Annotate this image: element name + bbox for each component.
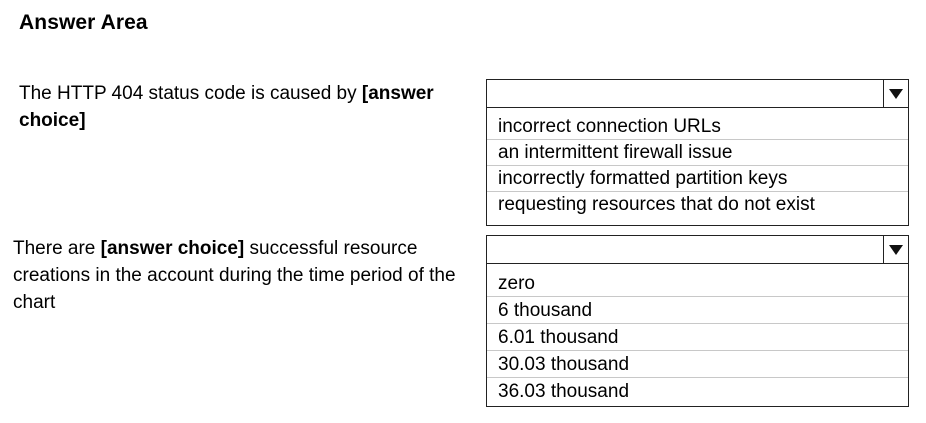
dropdown-1-toggle[interactable] (883, 80, 908, 107)
question-2-prefix: There are (13, 238, 101, 259)
question-1-placeholder: [answer choice] (19, 83, 434, 131)
question-1-text (19, 80, 469, 134)
question-1-prefix: The HTTP 404 status code is caused by (19, 83, 362, 104)
dropdown-1-option[interactable]: incorrectly formatted partition keys (487, 166, 908, 192)
dropdown-1-option[interactable]: incorrect connection URLs (487, 114, 908, 140)
dropdown-2-option[interactable]: 30.03 thousand (487, 351, 908, 378)
question-2-suffix: successful resource creations in the account during the time period of the chart (13, 238, 456, 313)
dropdown-1-option[interactable]: an intermittent firewall issue (487, 140, 908, 166)
answer-dropdown-1[interactable] (486, 79, 909, 226)
chevron-down-icon (889, 245, 903, 255)
chevron-down-icon (889, 89, 903, 99)
dropdown-1-select[interactable] (487, 80, 908, 108)
dropdown-2-options (487, 264, 908, 405)
dropdown-2-option[interactable]: 6 thousand (487, 297, 908, 324)
dropdown-2-option[interactable]: 36.03 thousand (498, 381, 630, 402)
dropdown-1-option[interactable]: requesting resources that do not exist (498, 194, 815, 215)
dropdown-1-options (487, 108, 908, 218)
dropdown-2-option[interactable]: zero (487, 270, 908, 297)
dropdown-2-option[interactable]: 6.01 thousand (487, 324, 908, 351)
answer-area-title: Answer Area (19, 11, 148, 34)
dropdown-2-select[interactable] (487, 236, 908, 264)
dropdown-2-toggle[interactable] (883, 236, 908, 263)
answer-dropdown-2[interactable] (486, 235, 909, 407)
question-2-placeholder: [answer choice] (100, 238, 245, 259)
question-2-text (13, 235, 473, 316)
